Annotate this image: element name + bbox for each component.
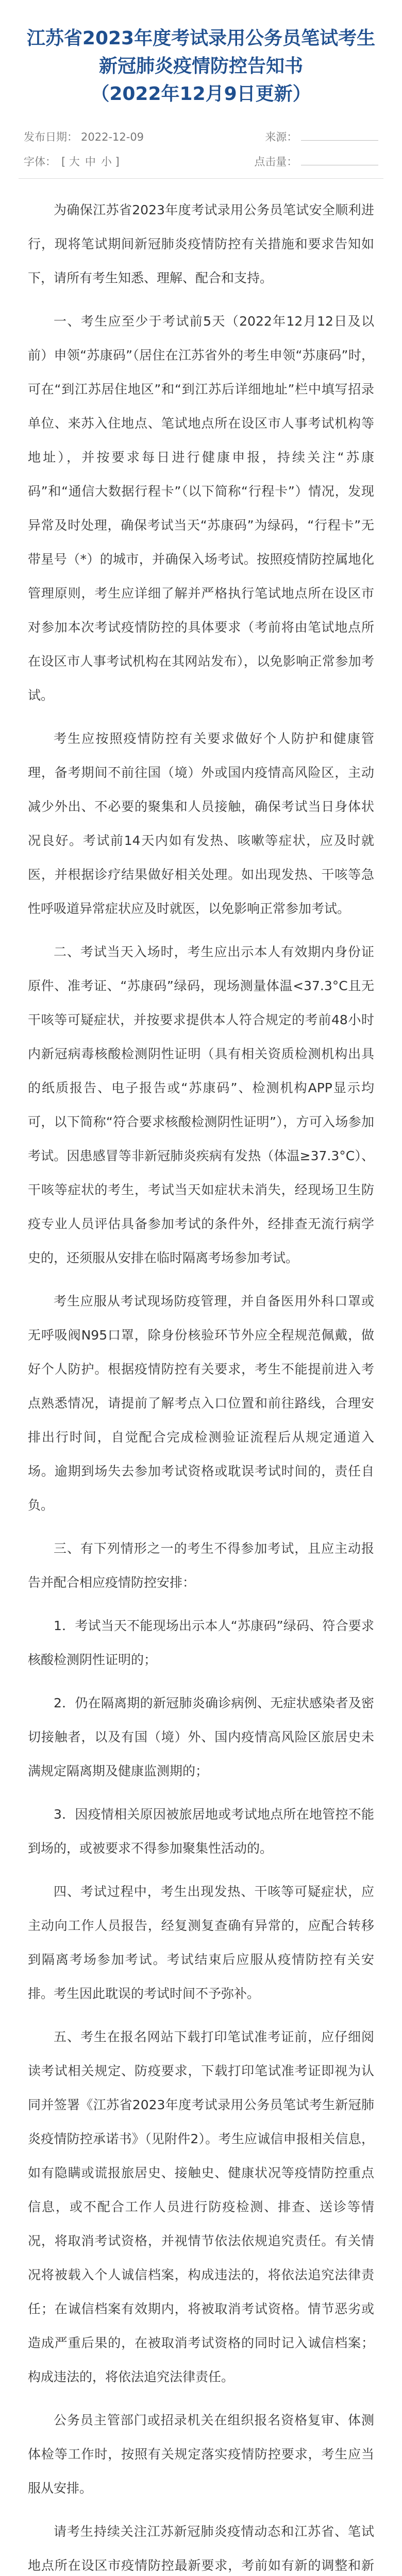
paragraph-7: 四、考试过程中，考生出现发热、干咳等可疑症状，应主动向工作人员报告，经复测复查确有异常的，应配合转移到隔离考场参加考试。考试结束后应服从疫情防控有关安排。考生因此耽误的考试时间不予弥补。 [28, 1884, 374, 2001]
clicks-label: 点击量： [254, 156, 298, 168]
title-line-2: 新冠肺炎疫情防控告知书 [98, 56, 303, 77]
notice-content [19, 193, 383, 2576]
list-item-2: 2．仍在隔离期的新冠肺炎确诊病例、无症状感染者及密切接触者，以及有国（境）外、国内疫情高风险区旅居史未满规定隔离期及健康监测期的； [28, 1696, 374, 1778]
paragraph-5: 考生应服从考试现场防疫管理，并自备医用外科口罩或无呼吸阀N95口罩，除身份核验环节外应全程规范佩戴，做好个人防护。根据疫情防控有关要求，考生不能提前进入考点熟悉情况，请提前了解考点入口位置和前往路线，合理安排出行时间，自觉配合完成检测验证流程后从规定通道入场。逾期到场失去参加考试资格或耽误考试时间的，责任自负。 [28, 1294, 374, 1513]
paragraph-4: 二、考试当天入场时，考生应出示本人有效期内身份证原件、准考证、“苏康码”绿码，现场测量体温<37.3°C且无干咳等可疑症状，并按要求提供本人符合规定的考前48小时内新冠病毒核酸检测阴性证明（具有相关资质检测机构出具的纸质报告、电子报告或“苏康码”、检测机构APP显示均可，以下简称“符合要求核酸检测阴性证明”），方可入场参加考试。因患感冒等非新冠肺炎疾病有发热（体温≥37.3°C）、干咳等症状的考生，考试当天如症状未消失，经现场卫生防疫专业人员评估具备参加考试的条件外，经排查无流行病学史的，还须服从安排在临时隔离考场参加考试。 [28, 944, 374, 1265]
font-size-small-button[interactable]: 小 ] [100, 156, 120, 168]
paragraph-9: 公务员主管部门或招录机关在组织报名资格复审、体测体检等工作时，按照有关规定落实疫情防控要求，考生应当服从安排。 [28, 2413, 374, 2496]
paragraph-3: 考生应按照疫情防控有关要求做好个人防护和健康管理，备考期间不前往国（境）外或国内疫情高风险区，主动减少外出、不必要的聚集和人员接触，确保考试当日身体状况良好。考试前14天内如有发热、咳嗽等症状，应及时就医，并根据诊疗结果做好相关处理。如出现发热、干咳等急性呼吸道异常症状应及时就医，以免影响正常参加考试。 [28, 731, 374, 916]
source-value [301, 140, 378, 141]
publish-label: 发布日期： [24, 131, 78, 143]
clicks [254, 154, 378, 169]
paragraph-8: 五、考生在报名网站下载打印笔试准考证前，应仔细阅读考试相关规定、防疫要求，下载打印笔试准考证即视为认同并签署《江苏省2023年度考试录用公务员笔试考生新冠肺炎疫情防控承诺书》（见附件2）。考生应诚信申报相关信息，如有隐瞒或谎报旅居史、接触史、健康状况等疫情防控重点信息，或不配合工作人员进行防疫检测、排查、送诊等情况，将取消考试资格，并视情节依法依规追究责任。有关情况将被载入个人诚信档案，构成违法的，将依法追究法律责任；在诚信档案有效期内，将被取消考试资格。情节恶劣或造成严重后果的，在被取消考试资格的同时记入诚信档案；构成违法的，将依法追究法律责任。 [28, 2029, 374, 2384]
paragraph-6: 三、有下列情形之一的考生不得参加考试，且应主动报告并配合相应疫情防控安排： [28, 1541, 374, 1590]
paragraph-10: 请考生持续关注江苏新冠肺炎疫情动态和江苏省、笔试地点所在设区市疫情防控最新要求，考前如有新的调整和新 [28, 2524, 374, 2573]
page-title [19, 25, 383, 108]
font-size-large-button[interactable]: [ 大 [61, 156, 80, 168]
divider [19, 178, 383, 179]
meta-row-2 [24, 154, 378, 169]
meta-row-1 [24, 129, 378, 144]
source-label: 来源： [265, 131, 298, 143]
font-label: 字体： [24, 156, 56, 168]
source [265, 129, 378, 144]
font-size-control [24, 154, 120, 169]
list-item-1: 1．考试当天不能现场出示本人“苏康码”绿码、符合要求核酸检测阴性证明的； [28, 1618, 374, 1667]
paragraph-1: 为确保江苏省2023年度考试录用公务员笔试安全顺利进行，现将笔试期间新冠肺炎疫情防控有关措施和要求告知如下，请所有考生知悉、理解、配合和支持。 [28, 202, 374, 285]
list-item-3: 3．因疫情相关原因被旅居地或考试地点所在地管控不能到场的，或被要求不得参加聚集性活动的。 [28, 1807, 374, 1856]
font-size-medium-button[interactable]: 中 [85, 156, 96, 168]
title-line-1: 江苏省2023年度考试录用公务员笔试考生 [26, 28, 376, 49]
publish-date [24, 129, 144, 144]
publish-date-value: 2022-12-09 [81, 131, 144, 143]
title-line-3: （2022年12月9日更新） [91, 83, 311, 105]
paragraph-2: 一、考生应至少于考试前5天（2022年12月12日及以前）申领“苏康码”（居住在江苏省外的考生申领“苏康码”时，可在“到江苏居住地区”和“到江苏后详细地址”栏中填写招录单位、来苏入住地点、笔试地点所在设区市人事考试机构等地址），并按要求每日进行健康申报，持续关注“苏康码”和“通信大数据行程卡”（以下简称“行程卡”）情况，发现异常及时处理，确保考试当天“苏康码”为绿码，“行程卡”无带星号（*）的城市，并确保入场考试。按照疫情防控属地化管理原则，考生应详细了解并严格执行笔试地点所在设区市对参加本次考试疫情防控的具体要求（考前将由笔试地点所在设区市人事考试机构在其网站发布），以免影响正常参加考试。 [28, 314, 374, 703]
